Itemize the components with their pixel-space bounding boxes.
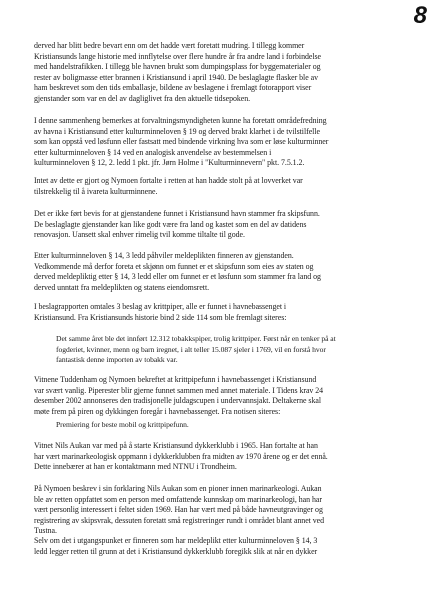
paragraph: [34, 536, 317, 557]
paragraph: [34, 484, 324, 537]
page-number: 8: [413, 2, 427, 29]
text-line: renovasjon. Uansett skal enhver rimelig tvil komme tiltalte til gode.: [34, 230, 245, 240]
text-line: Kristiansund. Fra Kristiansunds historie bind 2 side 114 som ble fremlagt siteres:: [34, 312, 287, 322]
paragraph: [34, 251, 321, 293]
text-line: etter kulturminneloven § 14 ved en analogisk anvendelse av bestemmelsen i: [34, 147, 272, 157]
text-line: tilstrekkelig til å ivareta kulturminnene.: [34, 186, 158, 196]
text-line: Vedkommende må derfor foreta et skjønn om funnet er et skipsfunn som eies av staten og: [34, 261, 314, 271]
text-line: Dette innebærer at han er kontaktmann med NTNU i Trondheim.: [34, 462, 237, 472]
text-line: I denne sammenheng bemerkes at forvaltningsmyndigheten kunne ha foretatt områdefredning: [34, 116, 327, 125]
text-line: Det samme året ble det innført 12.312 tobakkspiper, trolig krittpiper. Først når en tenker på at: [56, 334, 336, 343]
text-line: Premiering for beste mobil og krittpipefunn.: [56, 420, 189, 429]
text-line: derved unntatt fra meldeplikten og statens eiendomsrett.: [34, 282, 210, 292]
text-line: Etter kulturminneloven § 14, 3 ledd påhviler meldeplikten finneren av gjenstanden.: [34, 251, 294, 260]
text-line: Kristiansunds lange historie med innflytelse over flere hundre år fra andre land i forbindelse: [34, 51, 321, 61]
text-line: fogderiet, kvinner, menn og barn iregnet, i alt teller 15.087 sjeler i 1769, vil en forstå hvor: [56, 344, 326, 354]
paragraph: [34, 116, 328, 169]
text-line: med handelstrafikken. I tillegg ble havnen brukt som dumpingsplass for byggematerialer og: [34, 62, 321, 72]
text-line: møte frem på piren og dykkingen foregår i havnebassenget. Fra notisen siteres:: [34, 406, 281, 416]
text-line: Vitnene Tuddenham og Nymoen bekreftet at krittpipefunn i havnebassenget i Kristiansund: [34, 375, 317, 384]
text-line: derved meldepliktig etter § 14, 3 ledd eller om funnet er et løsfunn som stammer fra land og: [34, 272, 321, 282]
text-line: ble av retten oppfattet som en person med omfattende kunnskap om marinarkeologi, han har: [34, 494, 322, 504]
paragraph: [34, 441, 328, 473]
text-line: På Nymoen beskrev i sin forklaring Nils Aukan som en pioner innen marinarkeologi. Aukan: [34, 484, 322, 493]
text-line: gjenstander som var en del av dagliglivet fra den aktuelle tidsepoken.: [34, 93, 251, 103]
text-line: Selv om det i utgangspunket er finneren som har meldeplikt etter kulturminneloven § 14, 3: [34, 536, 318, 545]
paragraph: [34, 375, 323, 417]
text-line: Vitnet Nils Aukan var med på å starte Kristiansund dykkerklubb i 1965. Han fortalte at han: [34, 441, 318, 450]
paragraph: [34, 302, 286, 323]
text-line: De beslaglagte gjenstander kan like godt være fra land og kastet som en del av datidens: [34, 219, 307, 229]
text-line: Det er ikke ført bevis for at gjenstandene funnet i Kristiansund havn stammer fra skipsfunn.: [34, 209, 320, 218]
text-line: I beslagrapporten omtales 3 beslag av krittpiper, alle er funnet i havnebassenget i: [34, 302, 287, 311]
block-quote: [34, 334, 336, 366]
text-line: var svært vanlig. Piperester blir gjerne funnet sammen med annet materiale. I Tidens krav 24: [34, 385, 324, 395]
text-line: registrering av skipsvrak, dessuten foretatt små registreringer rundt i området blant annet ved: [34, 515, 325, 525]
text-line: ledd legger retten til grunn at det i Kristiansund dykkerklubb foregikk slik at når en dykker: [34, 546, 318, 556]
text-line: derved har blitt bedre bevart enn om det hadde vært foretatt mudring. I tillegg kommer: [34, 41, 305, 50]
text-line: rester av boligmasse etter brannen i Kristiansund i april 1940. De beslaglagte flasker ble av: [34, 72, 318, 82]
text-line: Intet av dette er gjort og Nymoen fortalte i retten at han hadde stolt på at lovverket var: [34, 176, 303, 185]
paragraph: [34, 209, 320, 241]
text-line: som kan oppstå ved løsfunn eller fastsatt med bindende virkning hva som er løse kulturminner: [34, 137, 329, 147]
paragraph: [34, 176, 303, 197]
text-line: vært personlig interessert i feltet siden 1969. Han har vært med på både havneutgravinger og: [34, 505, 323, 515]
text-line: av havna i Kristiansund etter kulturminneloven § 19 og derved brakt klarhet i de tvilstilfelle: [34, 126, 320, 136]
text-line: ham beskrevet som den tids emballasje, bildene av beslagene i fremlagt fotorapport viser: [34, 83, 312, 93]
text-line: Tustna.: [34, 526, 57, 536]
text-line: desember 2002 annonseres den tradisjonelle juldagscupen i undervannsjakt. Deltakerne skal: [34, 396, 321, 406]
block-quote: [34, 420, 189, 431]
text-line: har vært marinarkeologisk oppmann i dykkerklubben fra midten av 1970 årene og er det ennå.: [34, 451, 328, 461]
text-line: fantastisk denne importen av tobakk var.: [56, 355, 178, 365]
paragraph: [34, 41, 321, 105]
text-line: kulturminneloven § 12, 2. ledd 1 pkt. jfr. Jørn Holme i "Kulturminnevern" pkt. 7.5.1.2.: [34, 158, 305, 168]
